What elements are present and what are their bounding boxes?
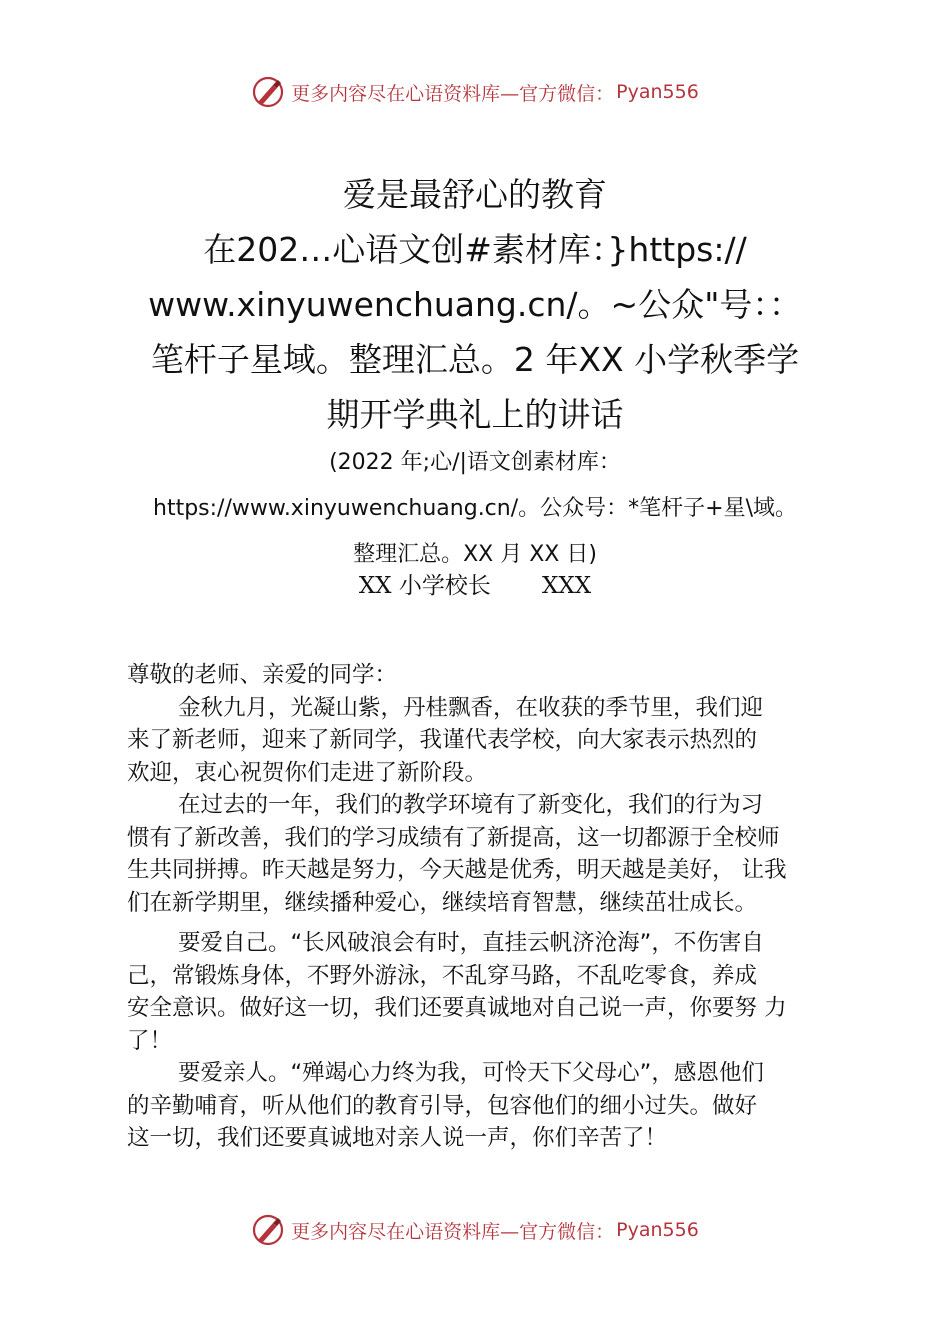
header-watermark: [0, 72, 950, 112]
paragraph-line: 在过去的一年，我们的教学环境有了新变化，我们的行为习: [178, 792, 764, 818]
title-line: 爱是最舒心的教育: [343, 175, 607, 214]
paragraph-line: 惯有了新改善，我们的学习成绩有了新提高，这一切都源于全校师: [127, 824, 780, 851]
paragraph-line: 这一切，我们还要真诚地对亲人说一声，你们辛苦了！: [127, 1125, 668, 1151]
paragraph-line: 己，常锻炼身体，不野外游泳，不乱穿马路，不乱吃零食，养成: [127, 962, 758, 989]
subtitle-line: (2022 年;心/|语文创素材库：: [329, 450, 621, 475]
watermark-text: 更多内容尽在心语资料库—官方微信：: [291, 1220, 615, 1243]
title-line: www.xinyuwenchuang.cn/。~公众"号：：: [148, 285, 802, 324]
subtitle-line: https://www.xinyuwenchuang.cn/。公众号：*笔杆子+星\域。: [153, 496, 797, 521]
greeting: 尊敬的老师、亲爱的同学：: [127, 662, 398, 688]
title-line: 笔杆子星域。整理汇总。2 年XX 小学秋季学: [150, 340, 800, 379]
paragraph-line: 们在新学期里，继续播种爱心，继续培育智慧，继续茁壮成长。: [127, 889, 758, 916]
paragraph-line: 了！: [127, 1027, 173, 1054]
pen-logo-icon: [251, 1213, 285, 1247]
watermark-wechat-id: Pyan556: [616, 1219, 699, 1241]
document-subtitle: [80, 440, 870, 578]
footer-watermark: [0, 1210, 950, 1250]
paragraph-line: 生共同拼搏。昨天越是努力，今天越是优秀，明天越是美好， 让我: [127, 857, 787, 883]
paragraph-line: 金秋九月，光凝山紫，丹桂飘香，在收获的季节里，我们迎: [178, 694, 764, 721]
document-title: [110, 167, 840, 442]
paragraph-line: 来了新老师，迎来了新同学，我谨代表学校，向大家表示热烈的: [127, 727, 758, 753]
title-line: 期开学典礼上的讲话: [326, 395, 624, 434]
paragraph-line: 要爱自己。“长风破浪会有时，直挂云帆济沧海”，不伤害自: [178, 930, 764, 956]
title-line: 在202…心语文创#素材库：}https://: [203, 230, 747, 269]
paragraph-line: 的辛勤哺育，听从他们的教育引导，包容他们的细小过失。做好: [127, 1092, 758, 1119]
watermark-text: 更多内容尽在心语资料库—官方微信：: [291, 82, 615, 105]
speaker-line: XX 小学校长 XXX: [358, 573, 592, 599]
pen-logo-icon: [251, 75, 285, 109]
subtitle-line: 整理汇总。XX 月 XX 日): [353, 542, 597, 567]
paragraph-line: 安全意识。做好这一切，我们还要真诚地对自己说一声，你要努 力: [127, 995, 787, 1021]
watermark-wechat-id: Pyan556: [616, 81, 699, 103]
paragraph-line: 要爱亲人。“殚竭心力终为我，可怜天下父母心”，感恩他们: [178, 1060, 764, 1086]
paragraph-line: 欢迎，衷心祝贺你们走进了新阶段。: [127, 759, 488, 786]
speech-body: [127, 659, 843, 1155]
